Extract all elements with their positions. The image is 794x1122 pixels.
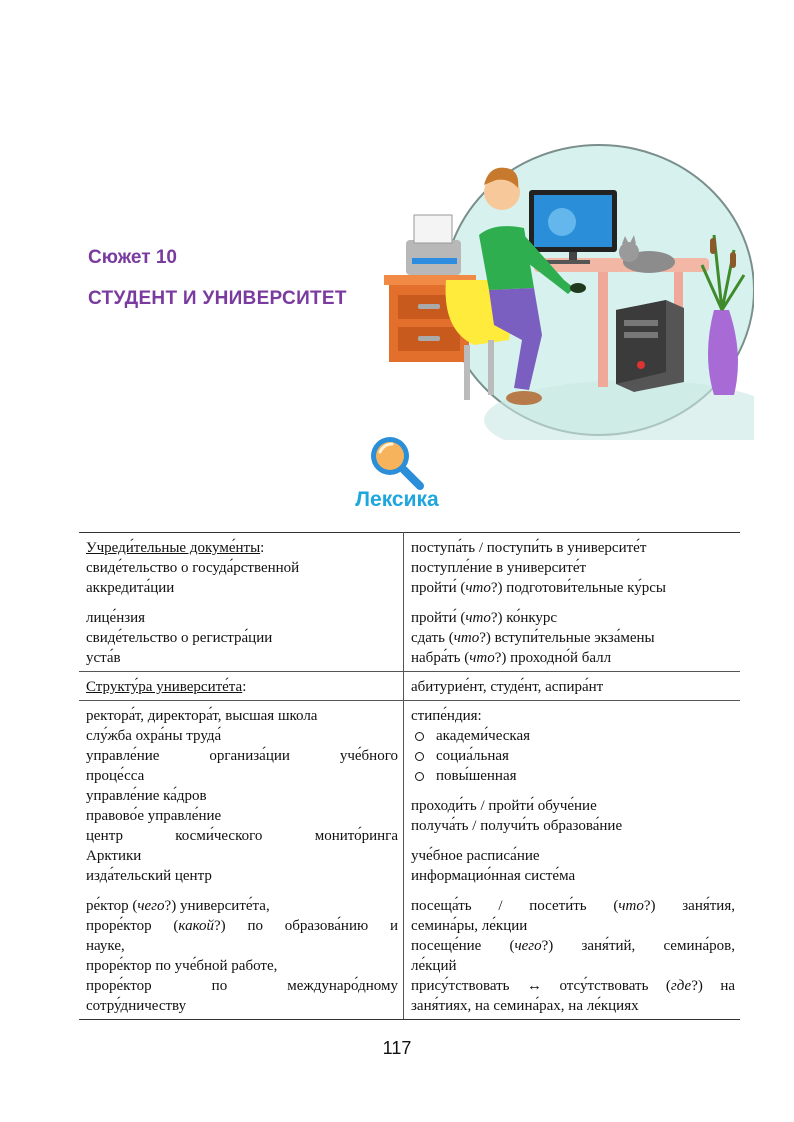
vocab-line: семина́ры, ле́кции [411, 918, 528, 934]
vocab-line: изда́тельский центр [86, 868, 212, 884]
vocab-line: ре́ктор (чего?) университе́та, [86, 898, 270, 914]
chapter-label: Сюжет 10 [88, 247, 177, 268]
vocab-line: посеще́ние (чего?) заня́тий, семина́ров, [411, 938, 735, 954]
vocab-line: слу́жба охра́ны труда́ [86, 728, 222, 744]
page-number: 117 [382, 1038, 412, 1058]
vocab-line: сдать (что?) вступи́тельные экза́мены [411, 630, 655, 646]
magnifier-icon [364, 432, 428, 490]
vocab-line: проре́ктор (какой?) по образова́нию и [86, 918, 398, 934]
spacer [86, 886, 398, 896]
table-cell-left [79, 701, 404, 1020]
vocab-line: посеща́ть / посети́ть (что?) заня́тия, [411, 898, 735, 914]
vocab-line: заня́тиях, на семина́рах, на ле́кциях [411, 998, 639, 1014]
spacer [411, 886, 735, 896]
vocab-line: проре́ктор по междунаро́дному [86, 978, 398, 994]
vocab-line: лице́нзия [86, 610, 146, 626]
vocab-line: свиде́тельство о регистра́ции [86, 630, 273, 646]
vocab-line: уче́бное расписа́ние [411, 848, 540, 864]
vocab-line: проре́ктор по уче́бной работе, [86, 958, 278, 974]
bullet-item: повы́шенная [411, 766, 735, 786]
spacer [411, 786, 735, 796]
vocab-line: пройти́ (что?) подготови́тельные ку́рсы [411, 580, 666, 596]
bullet-item: академи́ческая [411, 726, 735, 746]
table-row [79, 701, 740, 1020]
chapter-title: СТУДЕНТ И УНИВЕРСИТЕТ [88, 288, 347, 309]
vocab-line: правово́е управле́ние [86, 808, 222, 824]
category-heading: Структу́ра университе́та: [86, 679, 247, 695]
vocab-line: проце́сса [86, 768, 145, 784]
bullet-item: социа́льная [411, 746, 735, 766]
vocab-line: набра́ть (что?) проходно́й балл [411, 650, 612, 666]
vocab-line: пройти́ (что?) ко́нкурс [411, 610, 558, 626]
table-cell-left [79, 533, 404, 672]
vocab-line: сотру́дничеству [86, 998, 187, 1014]
vocab-line: Арктики [86, 848, 142, 864]
student-at-computer-illustration [384, 140, 754, 440]
table-row [79, 672, 740, 701]
table-cell-right [404, 701, 741, 1020]
vocab-line: проходи́ть / пройти́ обуче́ние [411, 798, 597, 814]
bullet-list [411, 726, 735, 786]
vocab-line: управле́ние ка́дров [86, 788, 207, 804]
vocab-line: управле́ние организа́ции уче́бного [86, 748, 398, 764]
vocab-line: стипе́ндия: [411, 708, 482, 724]
spacer [86, 598, 398, 608]
table-cell-left [79, 672, 404, 701]
category-heading: Учреди́тельные докуме́нты: [86, 540, 265, 556]
vocab-line: ректора́т, директора́т, высшая школа [86, 708, 318, 724]
vocab-line: центр косми́ческого монито́ринга [86, 828, 398, 844]
vocab-line: поступа́ть / поступи́ть в университе́т [411, 540, 647, 556]
vocab-line: информацио́нная систе́ма [411, 868, 576, 884]
vocabulary-table [79, 532, 740, 1020]
vocab-line: науке, [86, 938, 125, 954]
table-cell-right [404, 672, 741, 701]
table-row [79, 533, 740, 672]
vocab-line: получа́ть / получи́ть образова́ние [411, 818, 623, 834]
spacer [411, 598, 735, 608]
vocab-line: уста́в [86, 650, 121, 666]
vocab-line: свиде́тельство о госуда́рственной [86, 560, 300, 576]
spacer [411, 836, 735, 846]
vocab-line: абитурие́нт, студе́нт, аспира́нт [411, 679, 604, 695]
table-cell-right [404, 533, 741, 672]
vocab-line: прису́тствовать ↔ отсу́тствовать (где?) на [411, 978, 736, 994]
section-title: Лексика [355, 488, 439, 511]
vocab-line: поступле́ние в университе́т [411, 560, 587, 576]
vocab-line: ле́кций [411, 958, 457, 974]
vocab-line: аккредита́ции [86, 580, 175, 596]
